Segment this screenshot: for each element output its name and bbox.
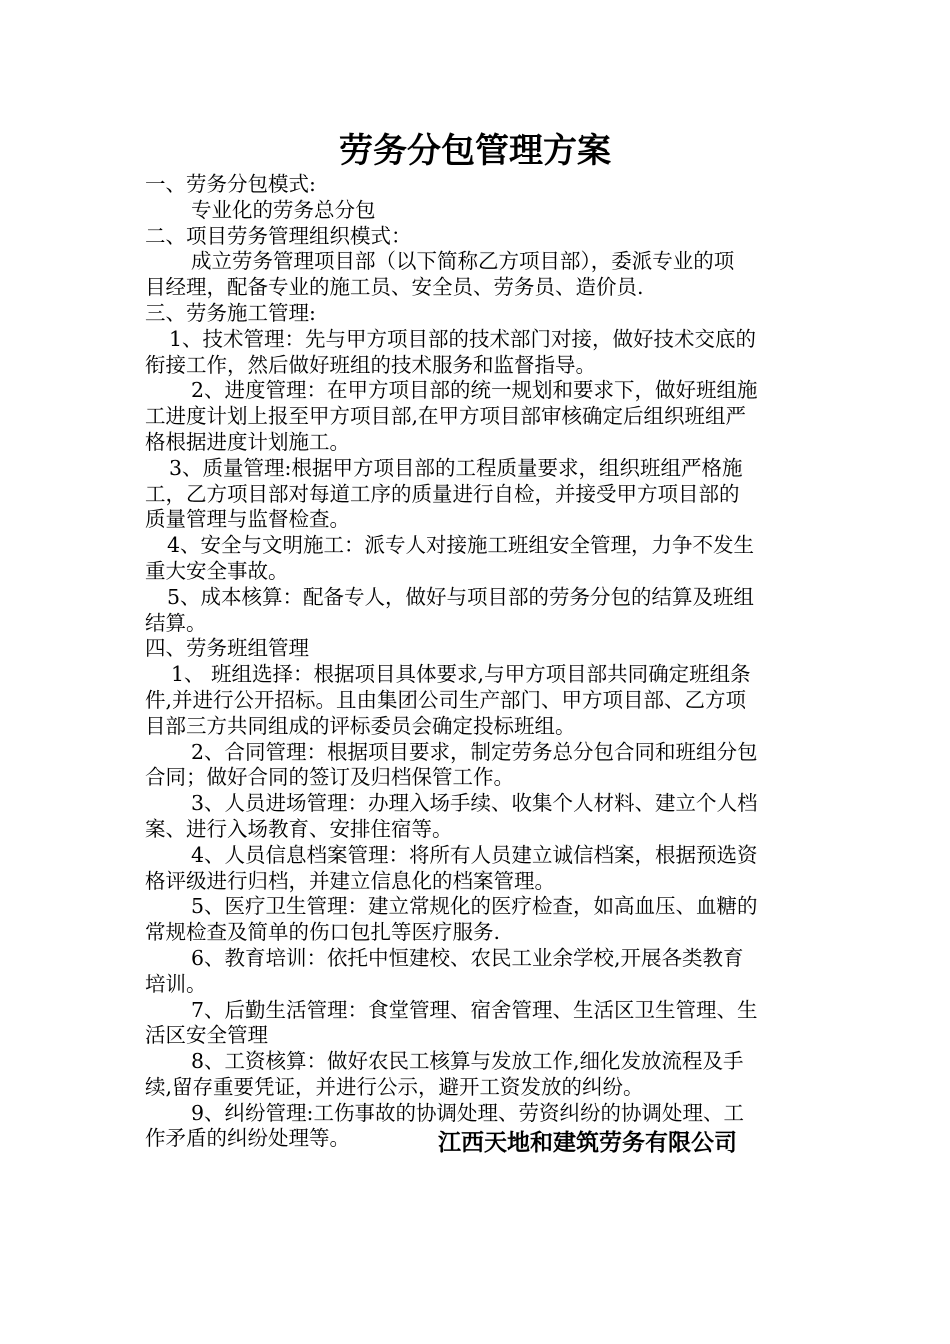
- document-line: 质量管理与监督检查。: [145, 507, 350, 532]
- document-line: 衔接工作，然后做好班组的技术服务和监督指导。: [145, 352, 596, 377]
- document-line: 4、安全与文明施工：派专人对接施工班组安全管理，力争不发生: [167, 533, 755, 558]
- document-line: 一、劳务分包模式:: [145, 172, 316, 196]
- document-line: 工进度计划上报至甲方项目部,在甲方项目部审核确定后组织班组严: [145, 404, 747, 429]
- document-line: 1、 班组选择：根据项目具体要求,与甲方项目部共同确定班组条: [171, 662, 751, 687]
- document-line: 合同；做好合同的签订及归档保管工作。: [145, 765, 514, 790]
- document-line: 重大安全事故。: [145, 558, 289, 583]
- document-title: 劳务分包管理方案: [339, 131, 611, 171]
- document-line: 4、人员信息档案管理：将所有人员建立诚信档案，根据预选资: [191, 842, 758, 867]
- document-line: 格根据进度计划施工。: [145, 429, 350, 454]
- document-line: 8、工资核算：做好农民工核算与发放工作,细化发放流程及手: [191, 1049, 744, 1074]
- document-line: 9、纠纷管理:工伤事故的协调处理、劳资纠纷的协调处理、工: [191, 1100, 744, 1125]
- document-line: 2、进度管理：在甲方项目部的统一规划和要求下，做好班组施: [191, 378, 758, 403]
- document-line: 三、劳务施工管理:: [145, 300, 316, 325]
- document-line: 二、项目劳务管理组织模式：: [145, 223, 412, 248]
- document-line: 专业化的劳务总分包: [191, 197, 376, 222]
- document-line: 件,并进行公开招标。且由集团公司生产部门、甲方项目部、乙方项: [145, 687, 747, 712]
- document-line: 3、质量管理:根据甲方项目部的工程质量要求，组织班组严格施: [169, 455, 743, 480]
- document-line: 成立劳务管理项目部（以下简称乙方项目部），委派专业的项: [191, 249, 735, 274]
- document-line: 5、成本核算：配备专人，做好与项目部的劳务分包的结算及班组: [167, 584, 755, 609]
- document-line: 续,留存重要凭证，并进行公示，避开工资发放的纠纷。: [145, 1074, 644, 1099]
- document-line: 目经理，配备专业的施工员、安全员、劳务员、造价员.: [145, 275, 644, 300]
- document-line: 培训。: [145, 971, 207, 996]
- document-line: 活区安全管理: [145, 1023, 268, 1048]
- document-line: 作矛盾的纠纷处理等。: [145, 1126, 350, 1151]
- document-line: 案、进行入场教育、安排住宿等。: [145, 816, 453, 841]
- document-line: 格评级进行归档，并建立信息化的档案管理。: [145, 868, 555, 893]
- document-line: 目部三方共同组成的评标委员会确定投标班组。: [145, 713, 576, 738]
- document-line: 7、后勤生活管理：食堂管理、宿舍管理、生活区卫生管理、生: [191, 997, 758, 1022]
- document-body: [145, 172, 807, 1152]
- document-line: 5、医疗卫生管理：建立常规化的医疗检查，如高血压、血糖的: [191, 894, 758, 919]
- document-line: 结算。: [145, 610, 207, 635]
- document-line: 工，乙方项目部对每道工序的质量进行自检，并接受甲方项目部的: [145, 481, 740, 506]
- document-line: 6、教育培训：依托中恒建校、农民工业余学校,开展各类教育: [191, 945, 744, 970]
- document-line: 四、劳务班组管理: [145, 636, 309, 661]
- document-line: 常规检查及简单的伤口包扎等医疗服务.: [145, 920, 501, 945]
- company-signature: 江西天地和建筑劳务有限公司: [438, 1129, 737, 1156]
- document-line: 3、人员进场管理：办理入场手续、收集个人材料、建立个人档: [191, 791, 758, 816]
- document-line: 2、合同管理：根据项目要求，制定劳务总分包合同和班组分包: [191, 739, 758, 764]
- document-line: 1、技术管理：先与甲方项目部的技术部门对接，做好技术交底的: [169, 326, 757, 351]
